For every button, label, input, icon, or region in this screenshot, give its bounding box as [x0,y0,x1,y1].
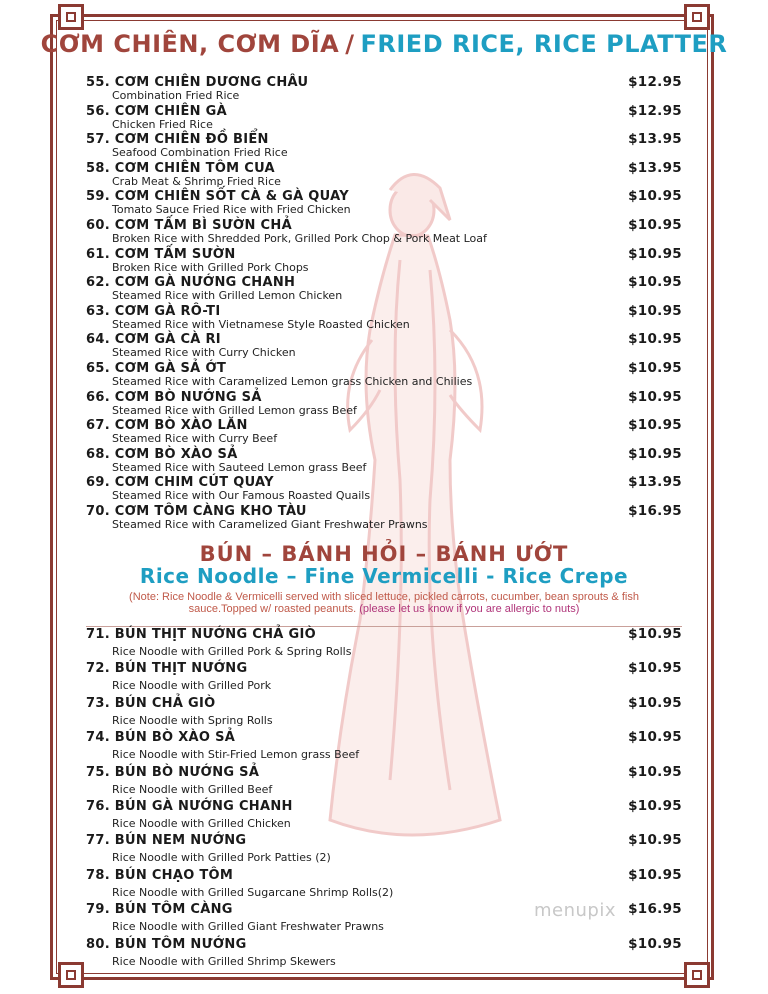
menu-item-name: 65. CƠM GÀ SẢ ỚT [86,361,227,376]
menu-item [86,103,682,131]
menu-item-description: Rice Noodle with Grilled Beef [112,782,273,796]
menu-item-name: 80. BÚN TÔM NƯỚNG [86,936,247,952]
menu-item-price: $10.95 [628,445,682,462]
menu-item-description: Seafood Combination Fried Rice [112,146,288,160]
menu-item-description: Combination Fried Rice [112,89,240,102]
menu-item [86,303,682,331]
menu-item-name: 57. CƠM CHIÊN ĐỒ BIỂN [86,132,269,148]
menu-item-name: 69. CƠM CHIM CÚT QUAY [86,475,274,491]
title-separator: / [345,30,355,58]
menu-item-description: Steamed Rice with Grilled Lemon Chicken [112,289,343,303]
corner-ornament-icon [58,4,84,30]
menu-item-description: Steamed Rice with Caramelized Giant Freshwater Prawns [112,518,428,531]
corner-ornament-icon [58,962,84,988]
menu-item [86,729,682,761]
corner-ornament-icon [684,4,710,30]
menu-item-description: Rice Noodle with Grilled Pork [112,679,272,693]
title-english: FRIED RICE, RICE PLATTER [360,30,728,58]
menu-item-name: 72. BÚN THỊT NƯỚNG [86,661,248,677]
menu-item-name: 78. BÚN CHẠO TÔM [86,867,234,883]
menu-item-price: $10.95 [628,626,682,642]
menu-item-description: Tomato Sauce Fried Rice with Fried Chicken [112,203,351,217]
menu-item-description: Rice Noodle with Spring Rolls [112,713,273,727]
menu-item [86,389,682,417]
menu-item-price: $10.95 [628,245,682,262]
title-vietnamese: CƠM CHIÊN, CƠM DĨA [40,30,340,58]
menu-item [86,660,682,692]
menu-item-price: $16.95 [628,503,682,519]
menu-item-price: $10.95 [628,188,682,205]
menu-item-price: $13.95 [628,159,682,176]
menu-item-price: $10.95 [628,763,682,780]
menu-item-name: 56. CƠM CHIÊN GÀ [86,103,227,119]
section-title-noodle-vn: BÚN – BÁNH HỎI – BÁNH ƯỚT [199,542,569,566]
menu-item-description: Rice Noodle with Grilled Pork Patties (2) [112,851,331,865]
menu-item-name: 60. CƠM TẤM BÌ SƯỜN CHẢ [86,218,292,233]
menu-item-price: $10.95 [628,417,682,434]
menu-item [86,503,682,531]
serving-note [110,591,658,615]
menu-item-name: 61. CƠM TẤM SƯỜN [86,246,236,262]
menu-item [86,798,682,830]
menu-item [86,160,682,188]
menu-item-name: 55. CƠM CHIÊN DƯƠNG CHÂU [86,75,309,90]
menu-item-price: $10.95 [628,832,682,849]
menu-item-price: $10.95 [628,694,682,711]
menu-item-name: 71. BÚN THỊT NƯỚNG CHẢ GIÒ [86,627,316,642]
menu-item-name: 68. CƠM BÒ XÀO SẢ [86,446,238,462]
menu-item [86,274,682,302]
menu-item [86,474,682,502]
menu-item-name: 64. CƠM GÀ CÀ RI [86,332,221,348]
serving-note-text: (Note: Rice Noodle & Vermicelli served with sliced lettuce, pickled carrots, cucumber, bean sprouts & fish sauce.Topped w/ roasted peanuts. [129,591,639,615]
menu-item-description: Broken Rice with Grilled Pork Chops [112,260,309,274]
menu-item [86,867,682,899]
menu-item-name: 62. CƠM GÀ NƯỚNG CHANH [86,275,296,291]
menu-item-price: $10.95 [628,866,682,883]
menu-item [86,832,682,864]
menu-item [86,446,682,474]
menu-item-name: 67. CƠM BÒ XÀO LĂN [86,418,248,434]
menu-item-price: $13.95 [628,474,682,491]
menu-item-name: 76. BÚN GÀ NƯỚNG CHANH [86,799,293,814]
menu-item-price: $10.95 [628,729,682,746]
menu-item-name: 74. BÚN BÒ XÀO SẢ [86,730,236,746]
menu-item-price: $10.95 [628,935,682,952]
menu-item-price: $10.95 [628,274,682,291]
menu-item-description: Steamed Rice with Curry Chicken [112,346,296,360]
section-title-noodle-en: Rice Noodle – Fine Vermicelli - Rice Crepe [139,564,629,588]
menu-item-price: $10.95 [628,360,682,376]
menu-item-description: Steamed Rice with Grilled Lemon grass Beef [112,403,357,417]
menu-item-description: Steamed Rice with Curry Beef [112,432,278,446]
menu-item-name: 79. BÚN TÔM CÀNG [86,902,233,918]
menu-item-description: Rice Noodle with Grilled Chicken [112,817,291,830]
menu-item-description: Rice Noodle with Grilled Giant Freshwater Prawns [112,920,384,934]
menu-item-description: Steamed Rice with Our Famous Roasted Quails [112,489,371,503]
menu-item-description: Crab Meat & Shrimp Fried Rice [112,174,281,188]
menu-item [86,188,682,216]
corner-ornament-icon [684,962,710,988]
menu-item-description: Steamed Rice with Sauteed Lemon grass Beef [112,460,367,474]
menu-item-description: Rice Noodle with Grilled Shrimp Skewers [112,954,336,968]
menu-item-description: Broken Rice with Shredded Pork, Grilled Pork Chop & Pork Meat Loaf [112,232,487,245]
menu-item [86,74,682,102]
menu-item-name: 59. CƠM CHIÊN SỐT CÀ & GÀ QUAY [86,189,349,205]
menu-item-name: 70. CƠM TÔM CÀNG KHO TÀU [86,504,307,519]
allergy-note: (please let us know if you are allergic to nuts) [359,603,580,615]
menu-item [86,764,682,796]
menu-item-price: $10.95 [628,798,682,814]
menu-item-price: $10.95 [628,217,682,233]
menu-item-name: 73. BÚN CHẢ GIÒ [86,695,216,711]
menu-item-price: $10.95 [628,331,682,348]
menu-item [86,936,682,968]
menu-item [86,246,682,274]
menu-item-price: $13.95 [628,131,682,148]
menu-item-description: Steamed Rice with Caramelized Lemon grass Chicken and Chilies [112,375,473,388]
menu-item-price: $10.95 [628,302,682,319]
menu-item [86,331,682,359]
menu-item-description: Steamed Rice with Vietnamese Style Roasted Chicken [112,317,410,331]
menu-item-name: 63. CƠM GÀ RÔ-TI [86,303,221,319]
menu-item-description: Rice Noodle with Grilled Pork & Spring Rolls [112,645,352,658]
menu-item-name: 75. BÚN BÒ NƯỚNG SẢ [86,764,260,780]
menu-item-name: 77. BÚN NEM NƯỚNG [86,833,247,849]
menu-item-description: Rice Noodle with Stir-Fried Lemon grass Beef [112,748,360,762]
menu-item-description: Rice Noodle with Grilled Sugarcane Shrimp Rolls(2) [112,885,394,899]
menu-item-description: Chicken Fried Rice [112,117,213,131]
menu-item-price: $10.95 [628,388,682,405]
menu-item [86,131,682,159]
section-title-rice [0,30,768,58]
menu-item-price: $12.95 [628,102,682,119]
menu-item [86,217,682,245]
menu-item-name: 58. CƠM CHIÊN TÔM CUA [86,160,275,176]
menu-item-price: $16.95 [628,901,682,918]
menu-item-price: $10.95 [628,660,682,677]
menu-item-price: $12.95 [628,74,682,90]
menu-item [86,695,682,727]
menu-item [86,417,682,445]
watermark-logo: menupix [534,900,617,921]
menu-item [86,360,682,388]
menu-item [86,626,682,658]
menu-item-name: 66. CƠM BÒ NƯỚNG SẢ [86,389,262,405]
